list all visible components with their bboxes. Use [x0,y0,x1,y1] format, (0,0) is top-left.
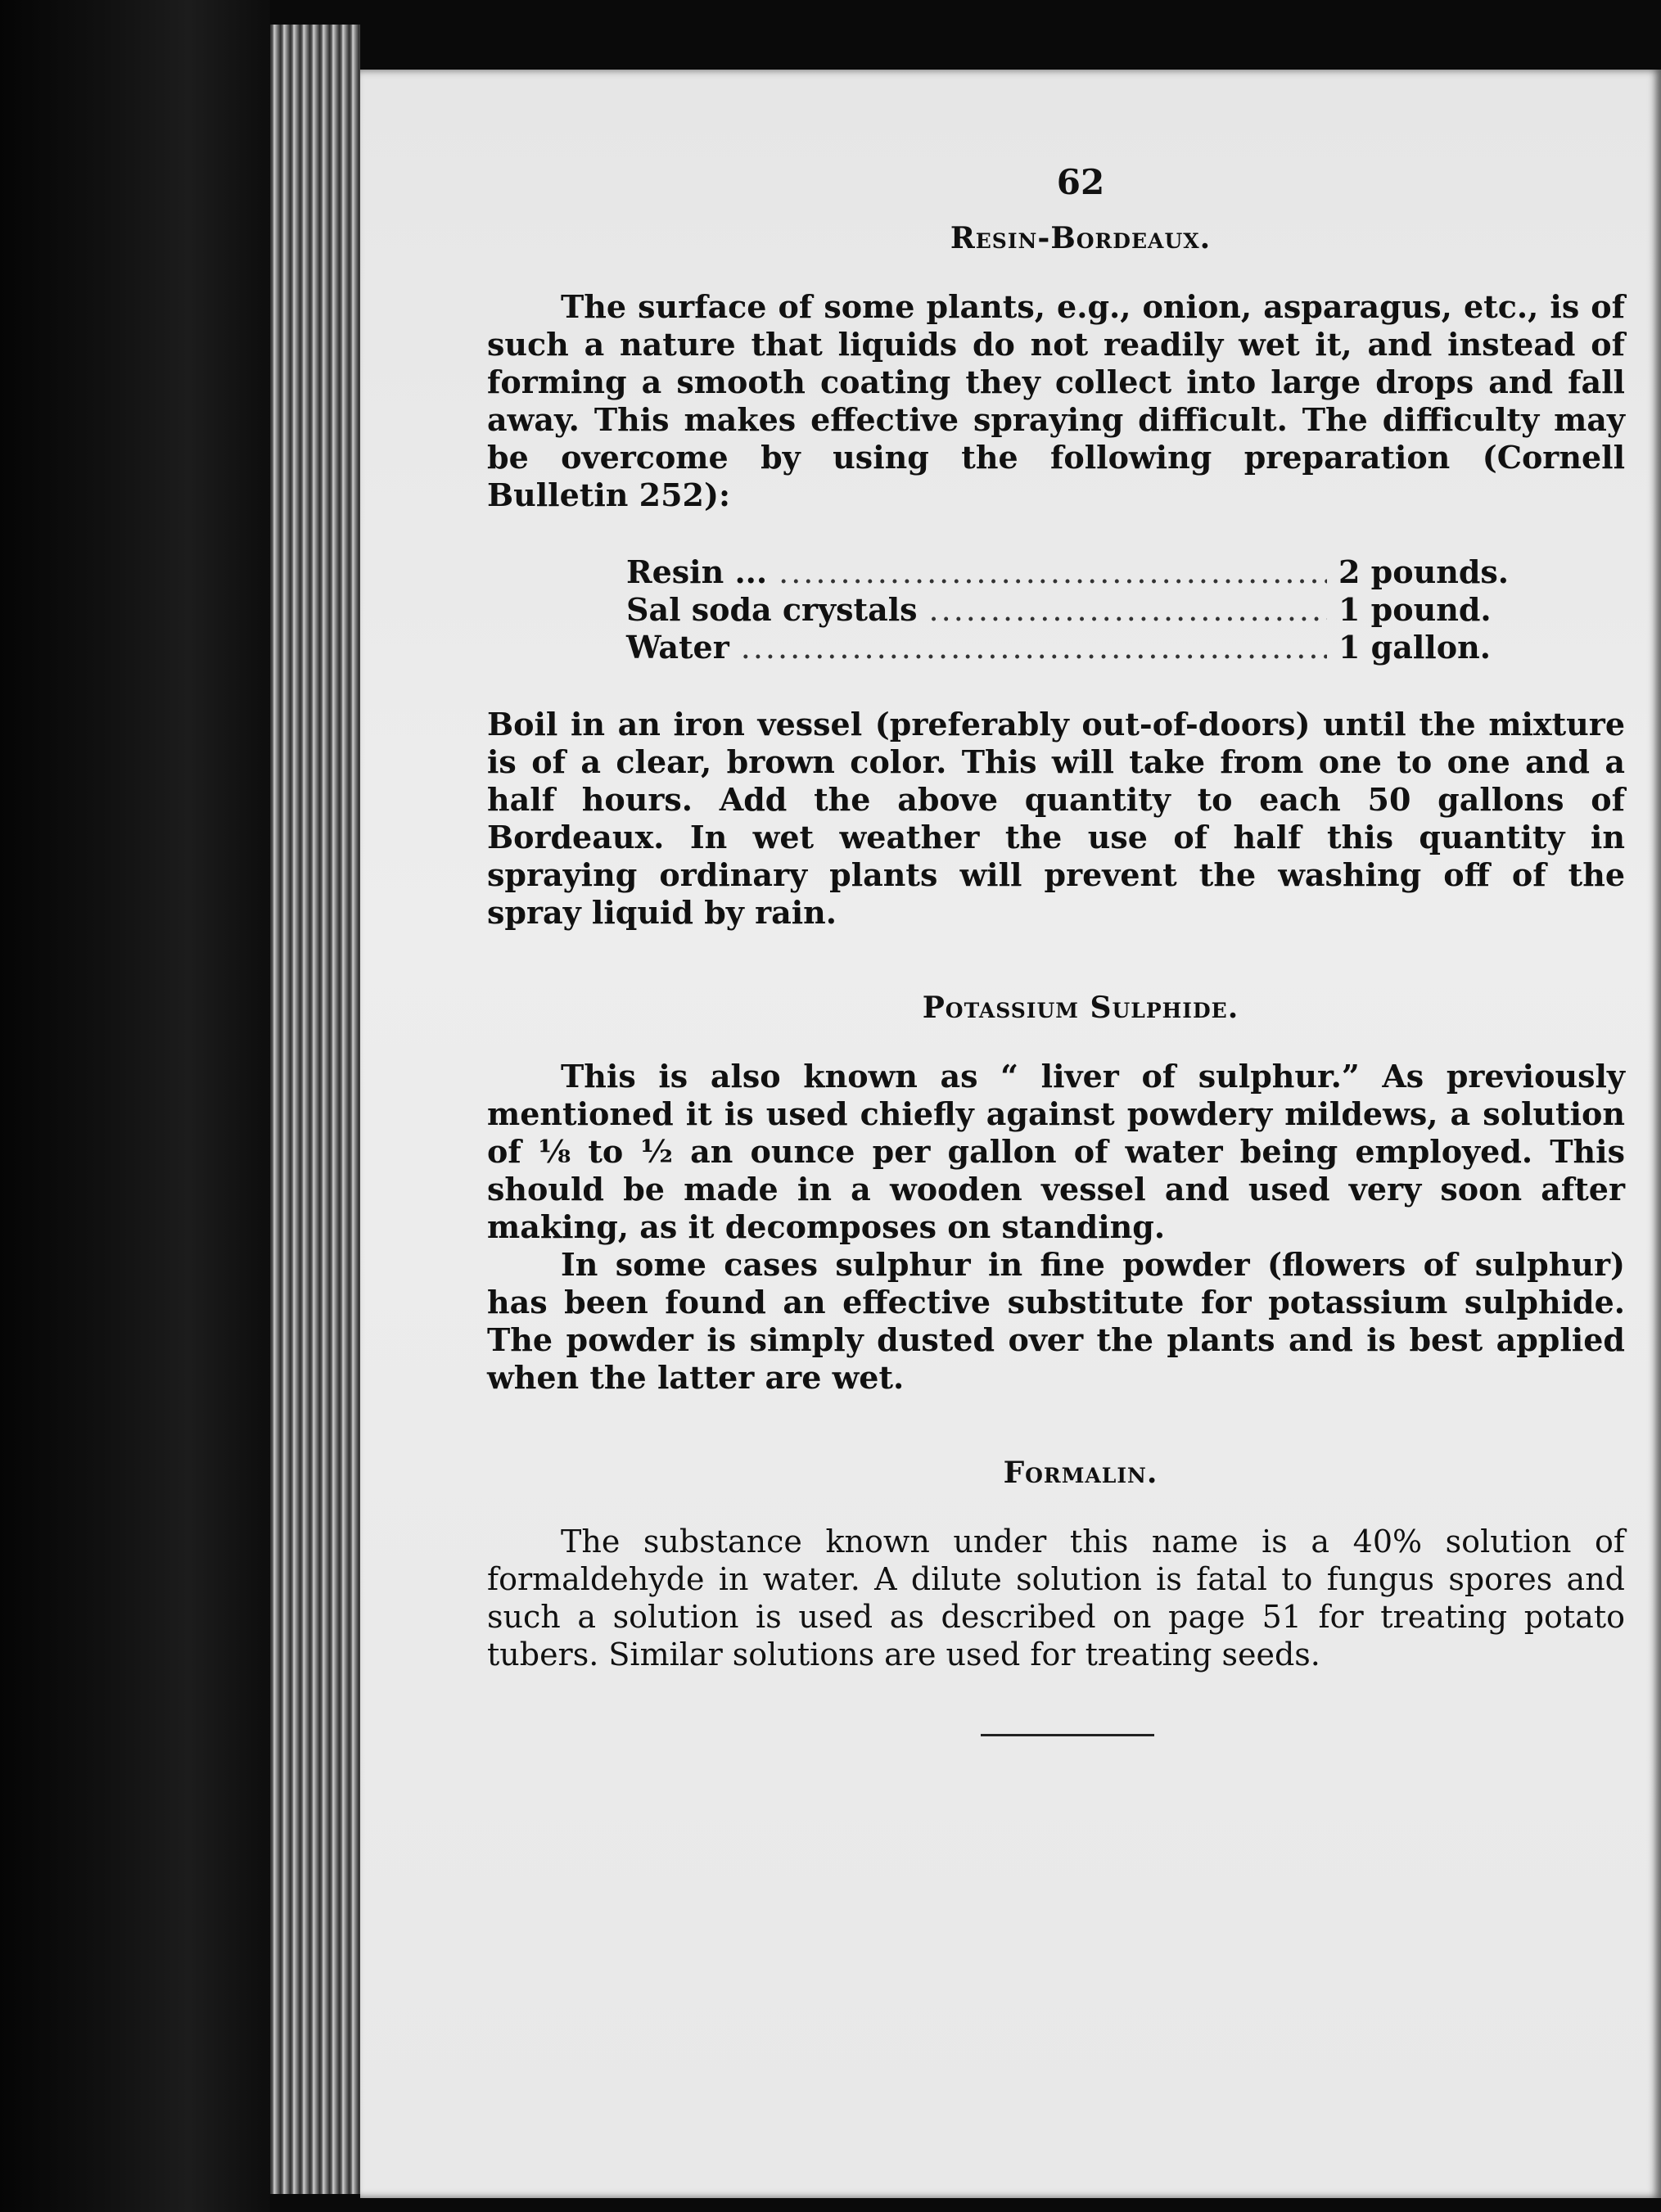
section-heading-formalin: Formalin. [1003,1456,1158,1490]
recipe-list [626,553,1510,666]
paragraph: Boil in an iron vessel (preferably out-of-doors) until the mixture is of a clear, brown color. This will take from one to one and a half hours. Add the above quantity to each 50 gallons of Bordeaux. In wet weather the use of half this quantity in spraying ordinary plants will prevent the washing off of the spray liquid by rain. [487,706,1625,931]
recipe-row [626,591,1494,629]
paragraph: The surface of some plants, e.g., onion, asparagus, etc., is of such a nature that liquids do not readily wet it, and instead of forming a smooth coating they collect into large drops and fall away. This makes effective spraying difficult. The difficulty may be overcome by using the following preparation (Cornell Bulletin 252): [487,288,1625,513]
book-spine [0,0,270,2212]
leader-dots [929,591,1327,629]
end-rule [981,1734,1154,1736]
recipe-row [626,553,1510,591]
recipe-quantity: 1 gallon. [1338,629,1491,666]
recipe-quantity: 2 pounds. [1338,553,1510,590]
top-shadow [360,0,1661,70]
leader-dots [779,553,1327,591]
recipe-quantity: 1 pound. [1338,591,1492,628]
page-content [487,164,1625,1673]
paragraph: The substance known under this name is a 40% solution of formaldehyde in water. A dilute solution is fatal to fungus spores and such a solution is used as described on page 51 for treating potato tubers. Similar solutions are used for treating seeds. [487,1524,1625,1673]
paragraph: This is also known as “ liver of sulphur.” As previously mentioned it is used chiefly against powdery mildews, a solution of ⅛ to ½ an ounce per gallon of water being employed. This should be made in a wooden vessel and used very soon after making, as it decomposes on standing. [487,1058,1625,1245]
section-heading-potassium-sulphide: Potassium Sulphide. [922,991,1239,1025]
section-heading-resin-bordeaux: Resin-Bordeaux. [950,221,1212,255]
paragraph: In some cases sulphur in fine powder (flowers of sulphur) has been found an effective substitute for potassium sulphide. The powder is simply dusted over the plants and is best applied when the latter are wet. [487,1246,1625,1396]
page-number: 62 [1056,162,1105,202]
page-edges [270,25,368,2194]
recipe-ingredient: Resin ... [626,553,768,590]
recipe-row [626,629,1494,666]
recipe-ingredient: Sal soda crystals [626,591,918,628]
recipe-ingredient: Water [626,629,729,666]
leader-dots [741,629,1327,666]
